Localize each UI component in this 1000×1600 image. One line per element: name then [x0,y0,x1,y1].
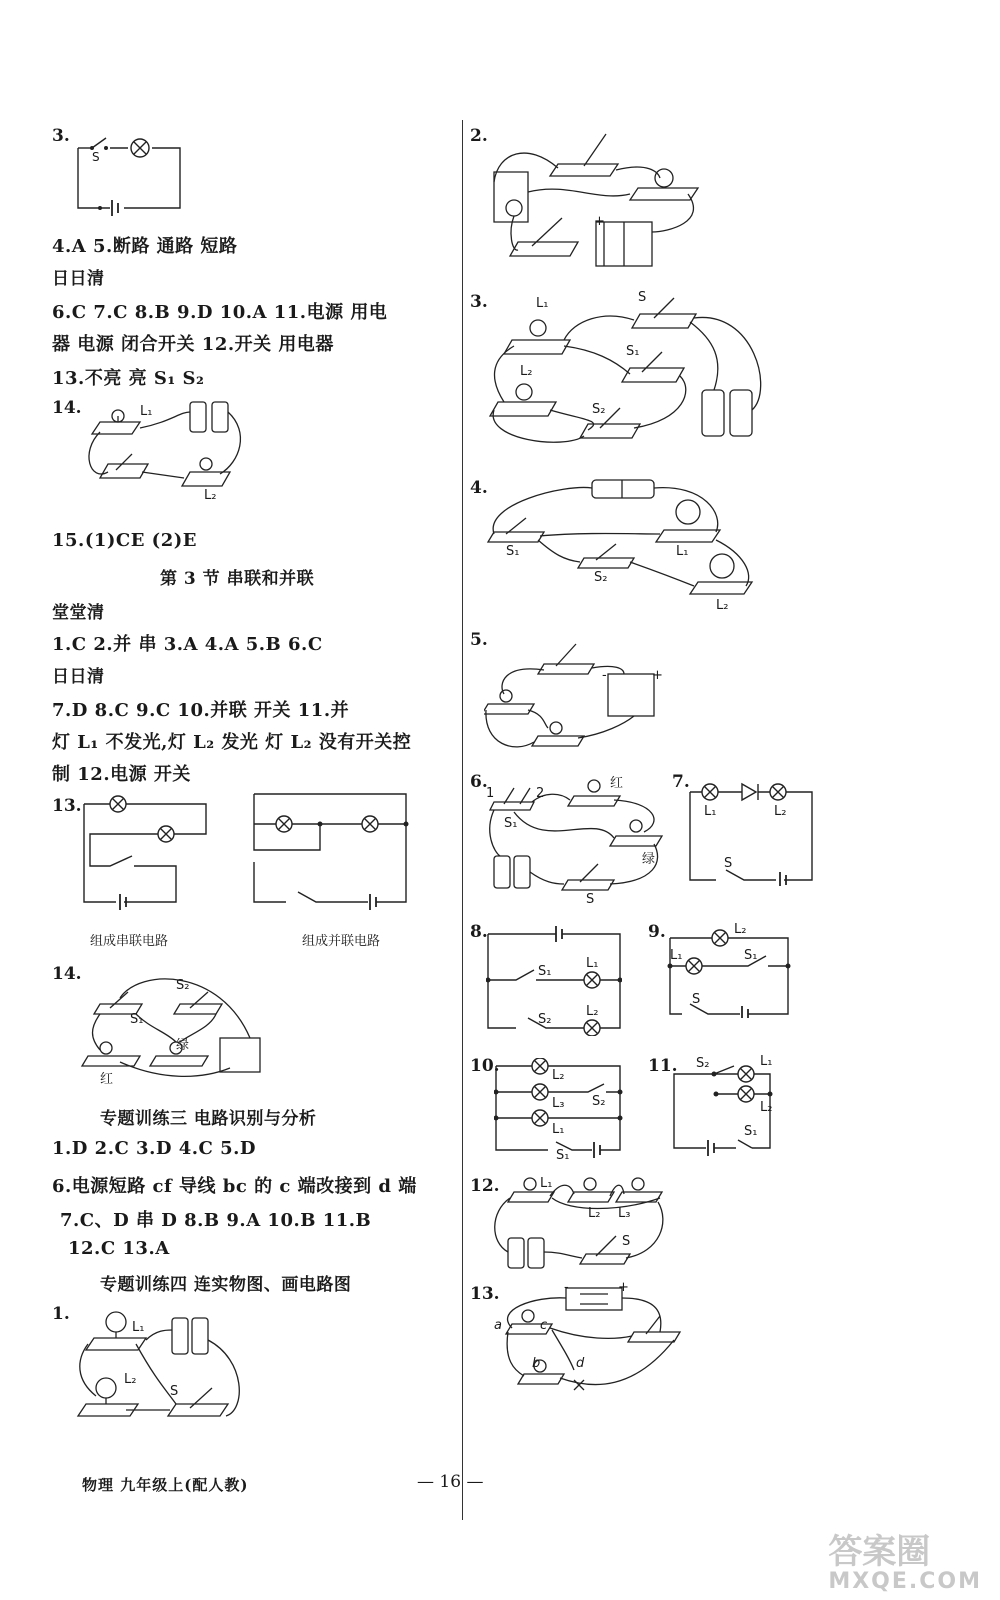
section-title-zt3: 专题训练三 电路识别与分析 [100,1109,317,1129]
r-q13-b-label: b [532,1356,541,1371]
page-footer-subject: 物理 九年级上(配人教) [82,1476,249,1494]
q14-L1-label: L₁ [140,404,153,419]
r-q11-S2-label: S₂ [696,1056,710,1071]
r-q8-number: 8. [470,922,488,942]
heading-rirqing-1: 日日清 [52,269,105,289]
q13-parallel-circuit [250,790,420,949]
r-q2-plus-label: + [594,214,605,229]
answer-line-q4: 4.A 5.断路 通路 短路 [52,236,238,257]
r-q3-number: 3. [470,292,488,312]
r-q12-number: 12. [470,1176,500,1196]
q3-number: 3. [52,126,70,146]
r-q13-a-label: a [494,1318,502,1333]
r-q3-S1-label: S₁ [626,344,640,359]
r-q9-L1-label: L₁ [670,948,683,963]
answer-line-q6a: 6.C 7.C 8.B 9.D 10.A 11.电源 用电 [52,302,388,323]
r-q4-L2-label: L₂ [716,598,729,613]
r-q6-red-label: 红 [610,776,624,791]
r-q11-number: 11. [648,1056,678,1076]
r-q4-L1-label: L₁ [676,544,689,559]
r-q4-S1-label: S₁ [506,544,520,559]
answer-line-z7: 7.C、D 串 D 8.B 9.A 10.B 11.B [60,1210,372,1231]
q14b-red-label: 红 [100,1072,114,1087]
r-q6-S1-label: S₁ [504,816,518,831]
r-q7-L2-label: L₂ [774,804,787,819]
r-q6-1-label: 1 [486,786,495,801]
r-q13-minus-label: - [564,1280,569,1295]
r-q11-S1-label: S₁ [744,1124,758,1139]
r-q11-circuit-diagram [670,1054,800,1156]
q13-series-caption: 组成串联电路 [90,934,169,949]
answer-line-z6: 6.电源短路 cf 导线 bc 的 c 端改接到 d 端 [52,1176,417,1197]
r-q7-S-label: S [724,856,733,871]
r-q10-number: 10. [470,1056,500,1076]
r-q3-L2-label: L₂ [520,364,533,379]
r-q3-physical-circuit [484,290,774,450]
page-number: — 16 — [417,1472,484,1492]
r-q13-physical-circuit [494,1280,684,1410]
r-q5-minus-label: - [602,668,607,683]
r-q5-number: 5. [470,630,488,650]
r-q11-L2-label: L₂ [760,1100,773,1115]
r-q13-d-label: d [576,1356,585,1371]
r-q12-L2-label: L₂ [588,1206,601,1221]
r-q2-number: 2. [470,126,488,146]
q1-L2-label: L₂ [124,1372,137,1387]
r-q3-S2-label: S₂ [592,402,606,417]
q14b-number: 14. [52,964,82,984]
r-q8-S2-label: S₂ [538,1012,552,1027]
watermark-line2: MXQE.COM [828,1569,982,1594]
section-title-3: 第 3 节 串联和并联 [160,569,315,589]
r-q13-plus-label: + [618,1280,629,1295]
heading-tangtang: 堂堂清 [52,603,105,623]
answer-line-q13: 13.不亮 亮 S₁ S₂ [52,368,205,389]
answer-line-r7b: 灯 L₁ 不发光,灯 L₂ 发光 灯 L₂ 没有开关控 [52,732,412,753]
r-q8-L2-label: L₂ [586,1004,599,1019]
answer-line-tt: 1.C 2.并 串 3.A 4.A 5.B 6.C [52,634,323,655]
answer-line-q15: 15.(1)CE (2)E [52,530,197,551]
q14-number: 14. [52,398,82,418]
r-q6-number: 6. [470,772,488,792]
r-q8-S1-label: S₁ [538,964,552,979]
r-q7-L1-label: L₁ [704,804,717,819]
r-q6-2-label: 2 [536,786,545,801]
q14b-physical-circuit [80,968,270,1086]
r-q7-circuit-diagram [688,780,818,886]
r-q12-physical-circuit [490,1172,670,1276]
r-q6-physical-circuit [484,772,664,912]
r-q9-S1-label: S₁ [744,948,758,963]
q1-physical-circuit [66,1300,246,1430]
r-q8-circuit-diagram [486,924,622,1036]
q1-number: 1. [52,1304,70,1324]
q13-number: 13. [52,796,82,816]
column-divider [462,120,463,1520]
r-q10-S1-label: S₁ [556,1148,570,1163]
r-q5-physical-circuit [484,624,664,754]
q1-S-label: S [170,1384,179,1399]
r-q10-L1-label: L₁ [552,1122,565,1137]
section-title-zt4: 专题训练四 连实物图、画电路图 [100,1275,352,1295]
r-q10-circuit-diagram [494,1058,624,1162]
r-q10-L3-label: L₃ [552,1096,565,1111]
q14-physical-circuit [80,392,260,512]
r-q6-green-label: 绿 [642,852,656,867]
r-q11-L1-label: L₁ [760,1054,773,1069]
r-q13-c-label: c [540,1318,548,1333]
r-q3-L1-label: L₁ [536,296,549,311]
r-q9-L2-label: L₂ [734,922,747,937]
r-q7-number: 7. [672,772,690,792]
watermark [828,1534,982,1594]
r-q10-L2-label: L₂ [552,1068,565,1083]
q14-L2-label: L₂ [204,488,217,503]
r-q12-L1-label: L₁ [540,1176,553,1191]
q13-series-circuit [80,790,210,949]
r-q8-L1-label: L₁ [586,956,599,971]
q14b-S1-label: S₁ [130,1012,144,1027]
answer-line-q6b: 器 电源 闭合开关 12.开关 用电器 [52,334,334,355]
r-q13-number: 13. [470,1284,500,1304]
q3-circuit-diagram [70,128,190,220]
r-q10-S2-label: S₂ [592,1094,606,1109]
q13-parallel-caption: 组成并联电路 [302,934,381,949]
r-q12-S-label: S [622,1234,631,1249]
r-q3-S-label: S [638,290,647,305]
r-q9-circuit-diagram [664,922,792,1018]
q3-switch-label: S [92,150,100,164]
r-q4-S2-label: S₂ [594,570,608,585]
q14b-S2-label: S₂ [176,978,190,993]
r-q9-S-label: S [692,992,701,1007]
r-q5-plus-label: + [652,668,663,683]
r-q4-number: 4. [470,478,488,498]
watermark-line1: 答案圈 [828,1532,931,1572]
q14b-green-label: 绿 [176,1038,190,1053]
answer-line-z1: 1.D 2.C 3.D 4.C 5.D [52,1138,257,1159]
r-q2-physical-circuit [488,122,708,272]
r-q4-physical-circuit [484,474,774,624]
r-q12-L3-label: L₃ [618,1206,631,1221]
q1-L1-label: L₁ [132,1320,145,1335]
heading-rirqing-2: 日日清 [52,667,105,687]
answer-line-z12: 12.C 13.A [68,1238,170,1259]
answer-line-r7a: 7.D 8.C 9.C 10.并联 开关 11.并 [52,700,350,721]
r-q9-number: 9. [648,922,666,942]
r-q6-S-label: S [586,892,595,907]
answer-line-r7c: 制 12.电源 开关 [52,764,191,785]
